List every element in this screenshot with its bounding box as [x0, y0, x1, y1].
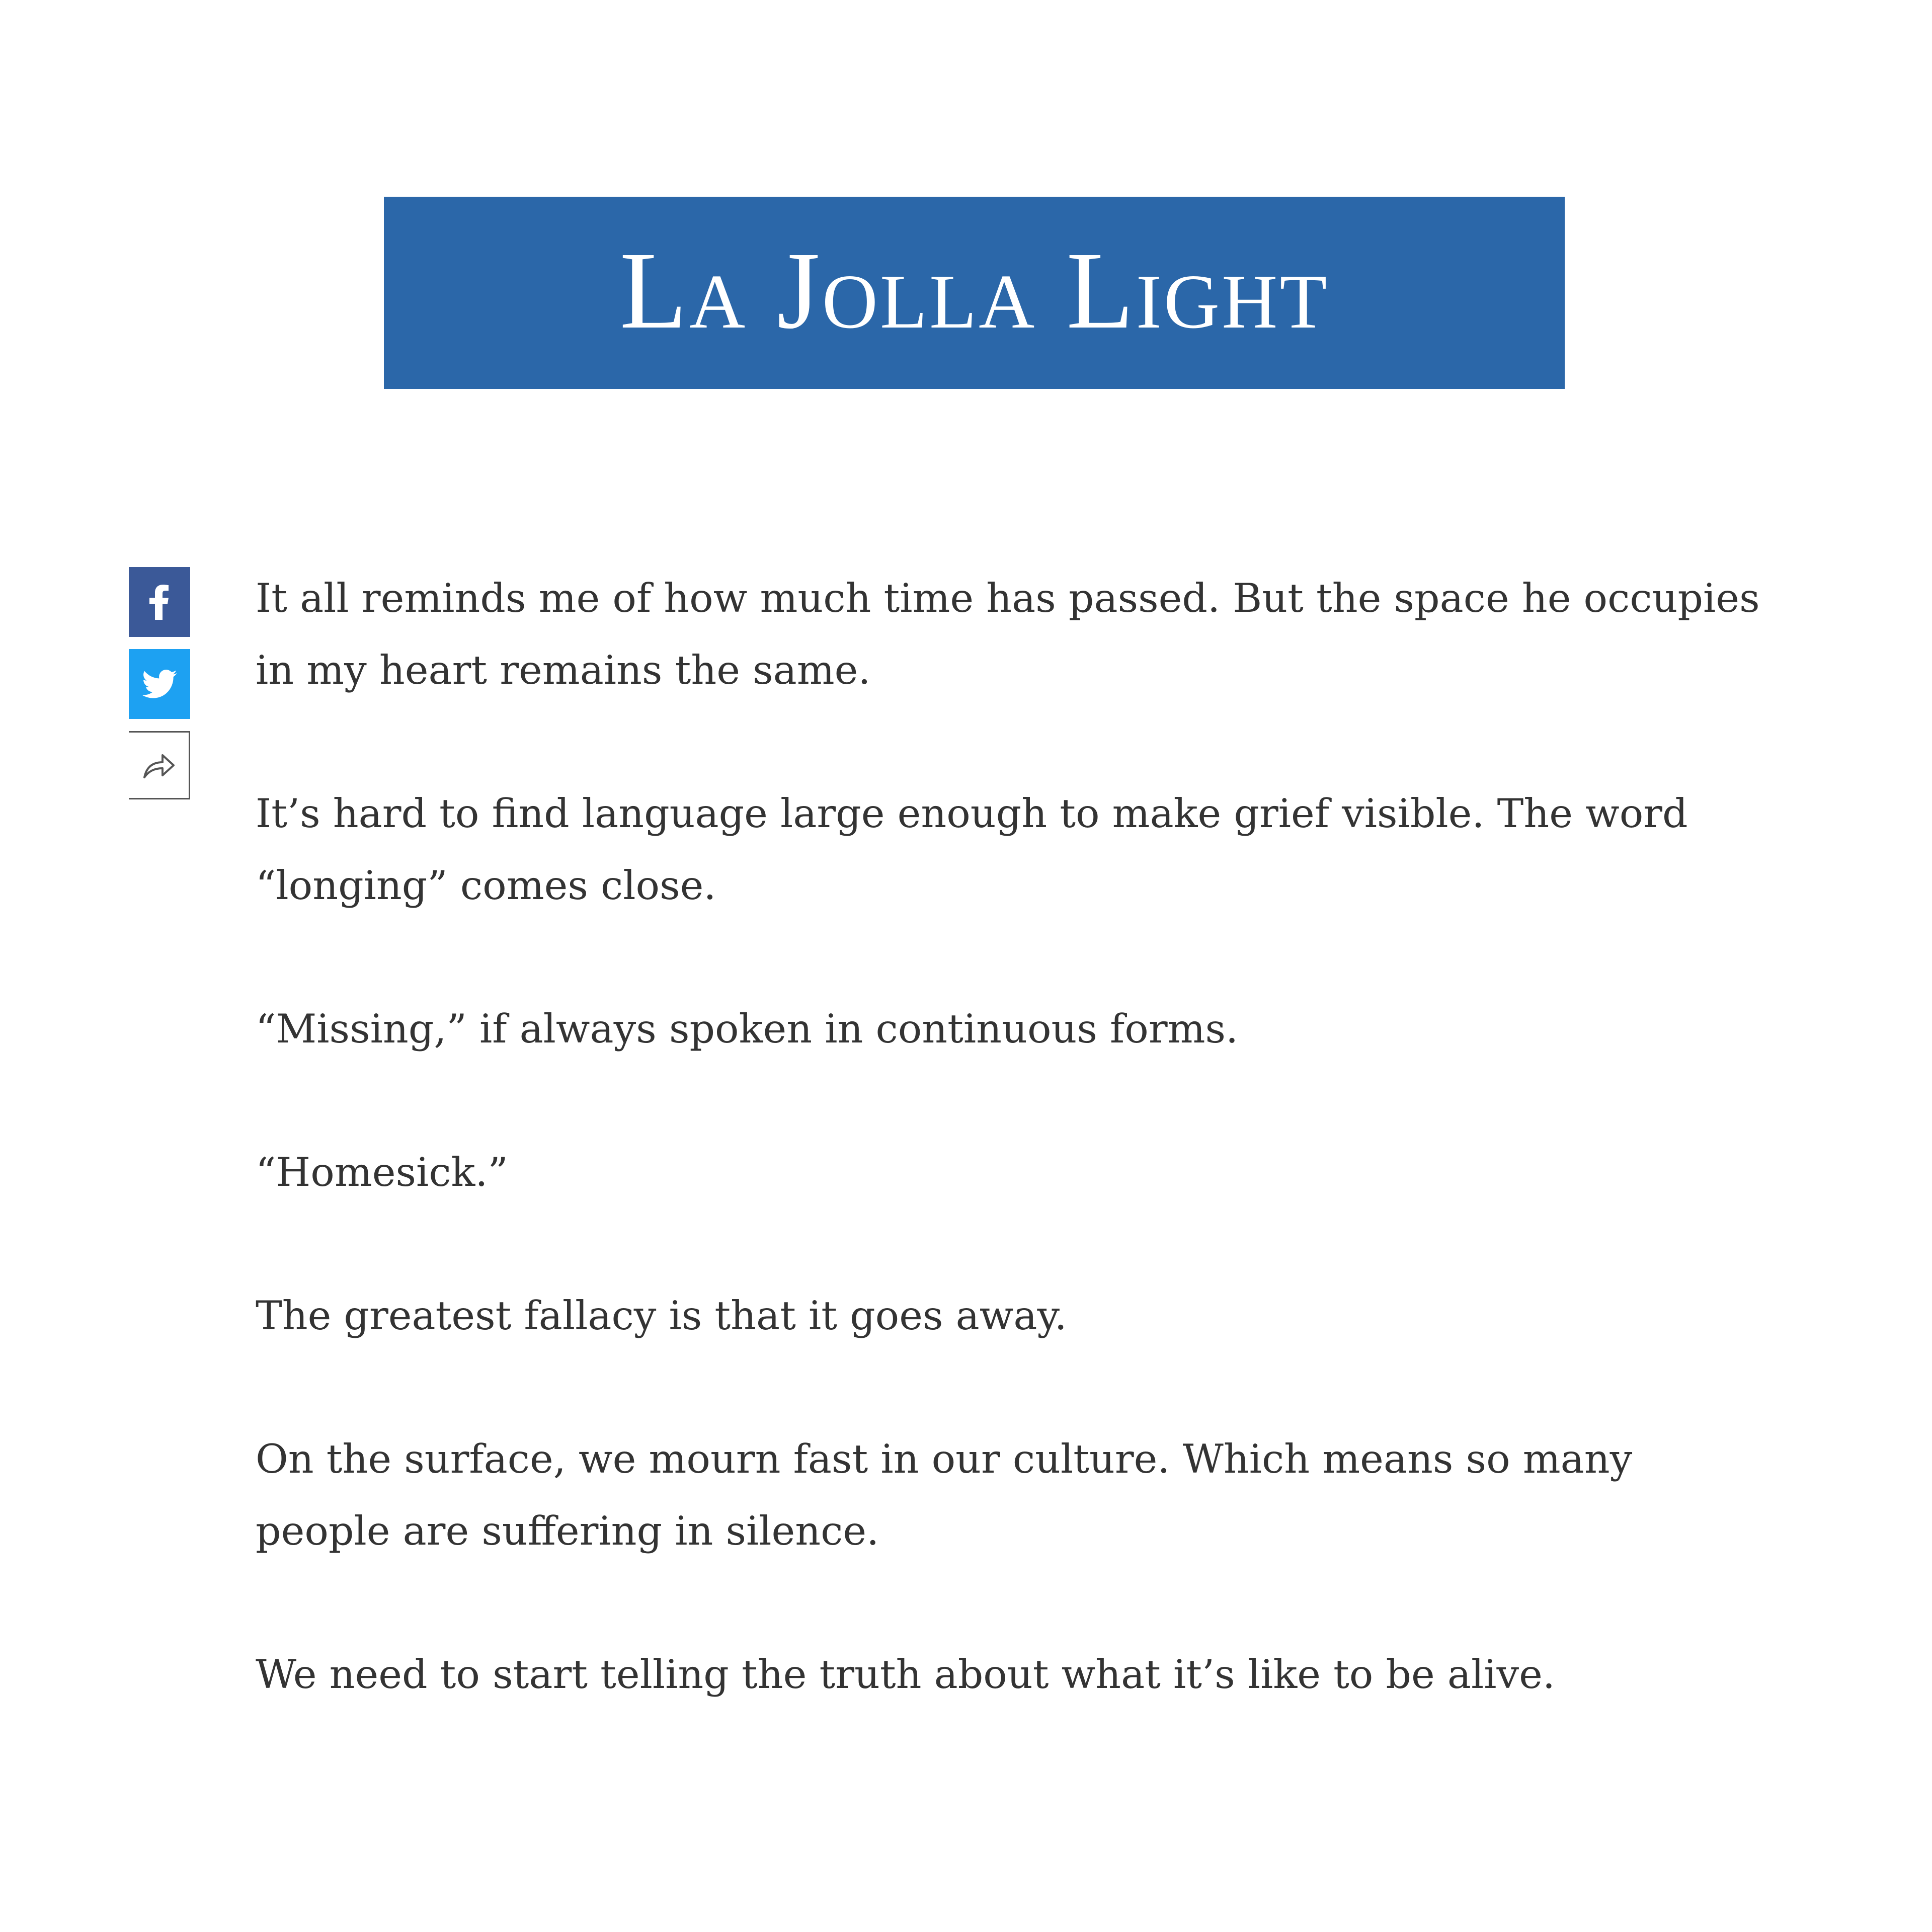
share-arrow-icon: [141, 750, 177, 780]
facebook-share-button[interactable]: [129, 567, 190, 637]
twitter-share-button[interactable]: [129, 649, 190, 719]
article-paragraph: “Homesick.”: [256, 1149, 508, 1195]
facebook-icon: [149, 585, 170, 620]
article-paragraph: The greatest fallacy is that it goes away.: [256, 1293, 1067, 1339]
masthead-logo[interactable]: [384, 197, 1565, 389]
twitter-icon: [142, 670, 177, 699]
article-paragraph: “Missing,” if always spoken in continuous forms.: [256, 1006, 1239, 1052]
masthead-title: La Jolla Light: [619, 229, 1329, 352]
article-paragraph: On the surface, we mourn fast in our culture. Which means so many people are suffering in silence.: [256, 1436, 1633, 1554]
article-paragraph: It’s hard to find language large enough to make grief visible. The word “longing” comes close.: [256, 790, 1688, 909]
article-paragraph: It all reminds me of how much time has passed. But the space he occupies in my heart remains the same.: [256, 575, 1760, 693]
more-share-button[interactable]: [129, 731, 190, 799]
share-rail: [129, 567, 190, 812]
article-body: [256, 562, 1765, 1782]
article-paragraph: We need to start telling the truth about what it’s like to be alive.: [256, 1651, 1556, 1698]
